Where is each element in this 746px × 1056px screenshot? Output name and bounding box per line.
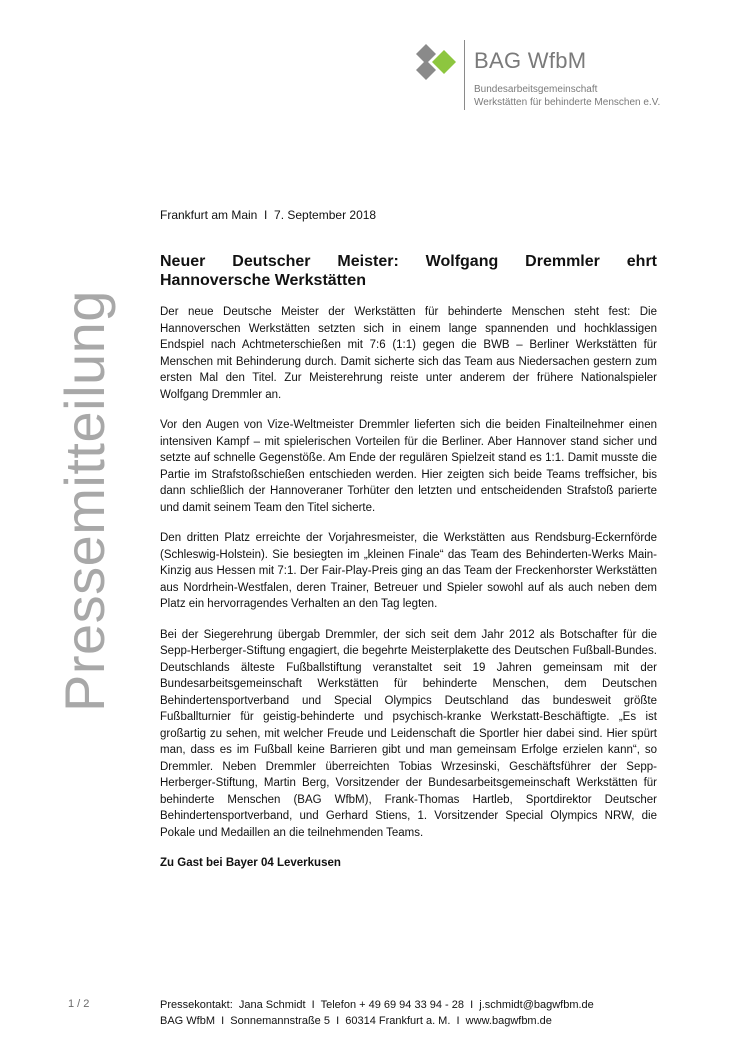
headline: Neuer Deutscher Meister: Wolfgang Dremmler ehrt Hannoversche Werkstätten <box>160 253 657 289</box>
side-title: Pressemitteilung <box>53 290 116 712</box>
article-body <box>160 304 657 871</box>
logo-name: BAG WfbM <box>474 48 587 73</box>
logo <box>416 40 716 112</box>
page-number: 1 / 2 <box>68 998 90 1010</box>
paragraph-4: Bei der Siegerehrung übergab Dremmler, der sich seit dem Jahr 2012 als Botschafter für die Sepp-Herberger-Stiftung engagiert, die begehrte Meisterplakette des Deutschen Fußball-Bundes. Deutschlands älteste Fußballstiftung veranstaltet seit 19 Jahren gemeinsam mit der Bundesarbeitsgemeinschaft Werkstätten für behinderte Menschen, dem Deutschen Behindertensportverband und Special Olympics Deutschland das bundesweit größte Fußballturnier für geistig-behinderte und psychisch-kranke Werkstatt-Beschäftigte. „Es ist großartig zu sehen, mit welcher Freude und Leidenschaft die Sportler hier dabei sind. Hier spürt man, dass es im Fußball keine Barrieren gibt und man gemeinsam Erfolge erzielen kann“, so Dremmler. Neben Dremmler überreichten Tobias Wrzesinski, Geschäftsführer der Sepp-Herberger-Stiftung, Martin Berg, Vorsitzender der Bundesarbeitsgemeinschaft Werkstätten für behinderte Menschen (BAG WfbM), Frank-Thomas Hartleb, Sportdirektor Deutscher Behindertensportverband, und Gerhard Stiens, 1. Vorsitzender Special Olympics NRW, die Pokale und Medaillen an die teilnehmenden Teams. <box>160 628 657 839</box>
logo-divider <box>464 40 465 110</box>
logo-diamond-icon <box>416 44 456 80</box>
logo-subtitle-line-1: Bundesarbeitsgemeinschaft <box>474 84 598 95</box>
paragraph-3: Den dritten Platz erreichte der Vorjahresmeister, die Werkstätten aus Rendsburg-Eckernförde (Schleswig-Holstein). Sie besiegten im „kleinen Finale“ das Team des Behinderten-Werks Main-Kinzig aus Hessen mit 7:1. Der Fair-Play-Preis ging an das Team der Freckenhorster Werkstätten aus Nordrhein-Westfalen, deren Trainer, Betreuer und Spieler sowohl auf als auch neben dem Platz ein hervorragendes Verhalten an den Tag legten. <box>160 532 657 610</box>
subheading: Zu Gast bei Bayer 04 Leverkusen <box>160 857 341 869</box>
footer-address-line: BAG WfbM I Sonnemannstraße 5 I 60314 Frankfurt a. M. I www.bagwfbm.de <box>160 1015 552 1027</box>
paragraph-2: Vor den Augen von Vize-Weltmeister Dremmler lieferten sich die beiden Finalteilnehmer einen intensiven Kampf – mit spielerischen Vorteilen für die Berliner. Aber Hannover stand sicher und setzte auf schnelle Gegenstöße. Am Ende der regulären Spielzeit stand es 1:1. Damit musste die Partie im Strafstoßschießen entschieden werden. Hier zeigten sich beide Teams treffsicher, bis dann schließlich der Hannoveraner Torhüter den letzten und entscheidenden Strafstoß parierte und damit seinem Team den Titel sicherte. <box>160 419 657 514</box>
dateline: Frankfurt am Main I 7. September 2018 <box>160 208 377 222</box>
paragraph-1: Der neue Deutsche Meister der Werkstätten für behinderte Menschen steht fest: Die Hannoverschen Werkstätten setzten sich in einem lange spannenden und hochklassigen Endspiel nach Achtmeterschießen mit 7:6 (1:1) gegen die BWB – Berliner Werkstätten für Menschen mit Behinderung durch. Damit sicherte sich das Team aus Niedersachen gestern zum ersten Mal den Titel. Zur Meisterehrung reiste unter anderem der frühere Nationalspieler Wolfgang Dremmler an. <box>160 306 657 401</box>
footer <box>160 997 594 1029</box>
logo-subtitle-line-2: Werkstätten für behinderte Menschen e.V. <box>474 97 661 108</box>
footer-contact-line: Pressekontakt: Jana Schmidt I Telefon + 49 69 94 33 94 - 28 I j.schmidt@bagwfbm.de <box>160 999 594 1011</box>
